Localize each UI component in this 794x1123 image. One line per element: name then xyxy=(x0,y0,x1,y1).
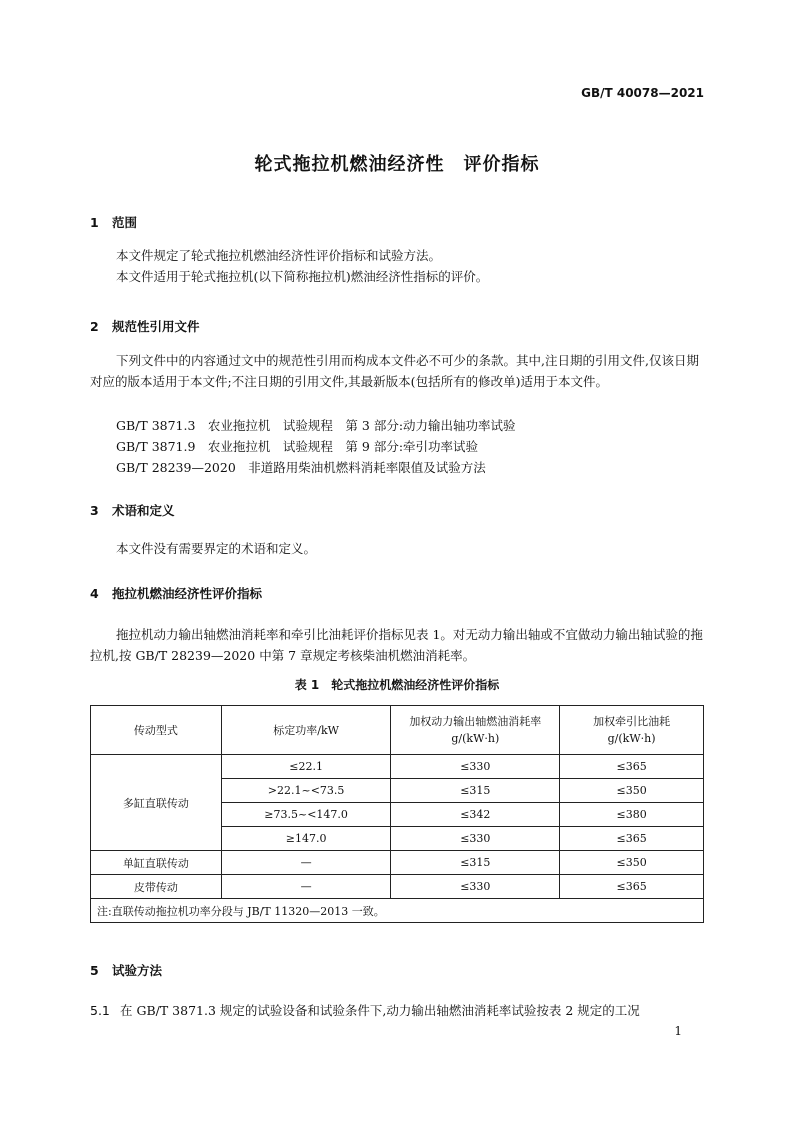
normative-reference: GB/T 3871.3 农业拖拉机 试验规程 第 3 部分:动力输出轴功率试验 xyxy=(116,418,516,433)
clause-number: 5.1 xyxy=(90,1003,110,1018)
group-belt: 皮带传动 xyxy=(91,875,222,899)
section-title: 范围 xyxy=(112,215,138,230)
table-row xyxy=(91,851,704,875)
cell-power: ≤22.1 xyxy=(221,755,391,779)
section-title: 拖拉机燃油经济性评价指标 xyxy=(112,586,263,601)
table-row xyxy=(91,755,704,779)
cell-power: >22.1~<73.5 xyxy=(221,779,391,803)
section-4-heading xyxy=(90,584,262,602)
cell-pto: ≤315 xyxy=(391,851,560,875)
section-3-paragraph: 本文件没有需要界定的术语和定义。 xyxy=(116,541,317,556)
page-number: 1 xyxy=(674,1024,682,1038)
cell-power: ≥73.5~<147.0 xyxy=(221,803,391,827)
header-power: 标定功率/kW xyxy=(221,706,391,755)
fuel-economy-table xyxy=(90,705,704,923)
cell-power: — xyxy=(221,851,391,875)
header-traction-line1: 加权牵引比油耗 xyxy=(593,715,671,728)
normative-reference: GB/T 28239—2020 非道路用柴油机燃料消耗率限值及试验方法 xyxy=(116,460,486,475)
header-pto-fuel xyxy=(391,706,560,755)
standard-code: GB/T 40078—2021 xyxy=(581,86,704,100)
header-transmission: 传动型式 xyxy=(91,706,222,755)
cell-pto: ≤315 xyxy=(391,779,560,803)
cell-pto: ≤330 xyxy=(391,827,560,851)
section-4-paragraph: 拖拉机动力输出轴燃油消耗率和牵引比油耗评价指标见表 1。对无动力输出轴或不宜做动力输出轴试验的拖拉机,按 GB/T 28239—2020 中第 7 章规定考核柴油机燃油消耗率。 xyxy=(90,627,703,663)
section-title: 规范性引用文件 xyxy=(112,319,200,334)
group-multi-cylinder: 多缸直联传动 xyxy=(91,755,222,851)
section-5-heading xyxy=(90,961,162,979)
table-note-row xyxy=(91,899,704,923)
section-2-heading xyxy=(90,317,200,335)
document-title: 轮式拖拉机燃油经济性 评价指标 xyxy=(254,154,540,175)
section-3-heading xyxy=(90,501,175,519)
section-1-paragraph: 本文件适用于轮式拖拉机(以下简称拖拉机)燃油经济性指标的评价。 xyxy=(116,269,489,284)
cell-traction: ≤350 xyxy=(560,779,704,803)
cell-traction: ≤350 xyxy=(560,851,704,875)
cell-traction: ≤365 xyxy=(560,755,704,779)
section-1-heading xyxy=(90,213,137,231)
cell-power: — xyxy=(221,875,391,899)
section-number: 4 xyxy=(90,586,99,601)
section-number: 5 xyxy=(90,963,99,978)
cell-pto: ≤330 xyxy=(391,755,560,779)
header-traction-unit: g/(kW·h) xyxy=(607,732,656,745)
cell-traction: ≤365 xyxy=(560,875,704,899)
cell-traction: ≤380 xyxy=(560,803,704,827)
section-title: 术语和定义 xyxy=(112,503,175,518)
section-number: 3 xyxy=(90,503,99,518)
header-traction-fuel xyxy=(560,706,704,755)
section-number: 1 xyxy=(90,215,99,230)
normative-reference: GB/T 3871.9 农业拖拉机 试验规程 第 9 部分:牵引功率试验 xyxy=(116,439,479,454)
section-number: 2 xyxy=(90,319,99,334)
cell-pto: ≤342 xyxy=(391,803,560,827)
header-pto-line1: 加权动力输出轴燃油消耗率 xyxy=(409,715,542,728)
section-title: 试验方法 xyxy=(112,963,163,978)
table-row xyxy=(91,875,704,899)
cell-pto: ≤330 xyxy=(391,875,560,899)
table-1-title: 表 1 轮式拖拉机燃油经济性评价指标 xyxy=(294,678,500,692)
section-1-paragraph: 本文件规定了轮式拖拉机燃油经济性评价指标和试验方法。 xyxy=(116,248,442,263)
header-pto-unit: g/(kW·h) xyxy=(451,732,500,745)
clause-text: 在 GB/T 3871.3 规定的试验设备和试验条件下,动力输出轴燃油消耗率试验按表 2 规定的工况 xyxy=(120,1003,640,1018)
group-single-cylinder: 单缸直联传动 xyxy=(91,851,222,875)
cell-power: ≥147.0 xyxy=(221,827,391,851)
table-note: 注:直联传动拖拉机功率分段与 JB/T 11320—2013 一致。 xyxy=(91,899,704,923)
section-2-paragraph: 下列文件中的内容通过文中的规范性引用而构成本文件必不可少的条款。其中,注日期的引用文件,仅该日期对应的版本适用于本文件;不注日期的引用文件,其最新版本(包括所有的修改单)适用于本文件。 xyxy=(90,353,699,389)
cell-traction: ≤365 xyxy=(560,827,704,851)
clause-5-1 xyxy=(90,1001,706,1019)
